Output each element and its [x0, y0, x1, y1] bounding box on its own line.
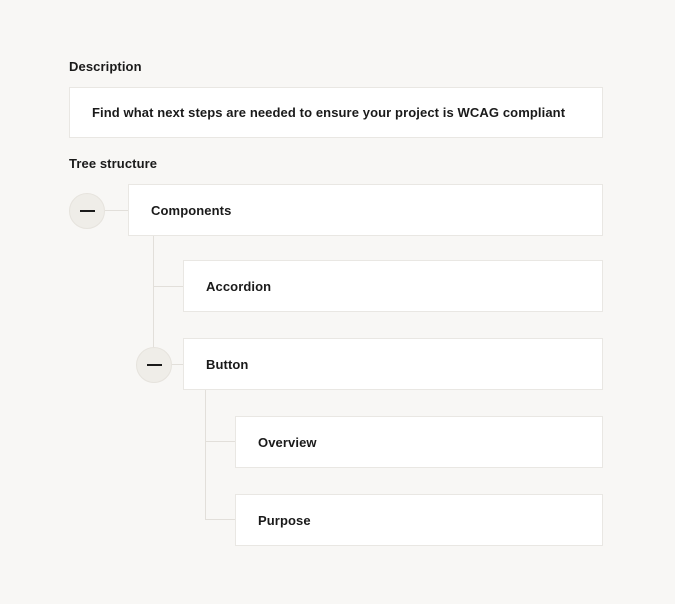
- tree-node-label: Components: [151, 202, 232, 218]
- minus-icon: [147, 364, 162, 366]
- connector-line: [172, 364, 183, 365]
- minus-icon: [80, 210, 95, 212]
- connector-line: [205, 519, 235, 520]
- connector-line: [205, 441, 235, 442]
- tree-node-purpose[interactable]: [235, 494, 603, 546]
- collapse-components-button[interactable]: [69, 193, 105, 229]
- tree-node-accordion[interactable]: [183, 260, 603, 312]
- tree-node-label: Purpose: [258, 512, 311, 528]
- tree-node-button[interactable]: [183, 338, 603, 390]
- connector-line: [105, 210, 128, 211]
- tree-node-components[interactable]: [128, 184, 603, 236]
- description-box: [69, 87, 603, 138]
- connector-line: [205, 390, 206, 520]
- collapse-button-button[interactable]: [136, 347, 172, 383]
- description-text: Find what next steps are needed to ensure your project is WCAG compliant: [92, 105, 566, 120]
- description-heading: Description: [69, 59, 142, 74]
- tree-node-label: Overview: [258, 434, 317, 450]
- tree-node-label: Accordion: [206, 278, 272, 294]
- tree-node-overview[interactable]: [235, 416, 603, 468]
- connector-line: [153, 236, 154, 347]
- tree-heading: Tree structure: [69, 156, 158, 171]
- connector-line: [153, 286, 183, 287]
- tree-node-label: Button: [206, 356, 249, 372]
